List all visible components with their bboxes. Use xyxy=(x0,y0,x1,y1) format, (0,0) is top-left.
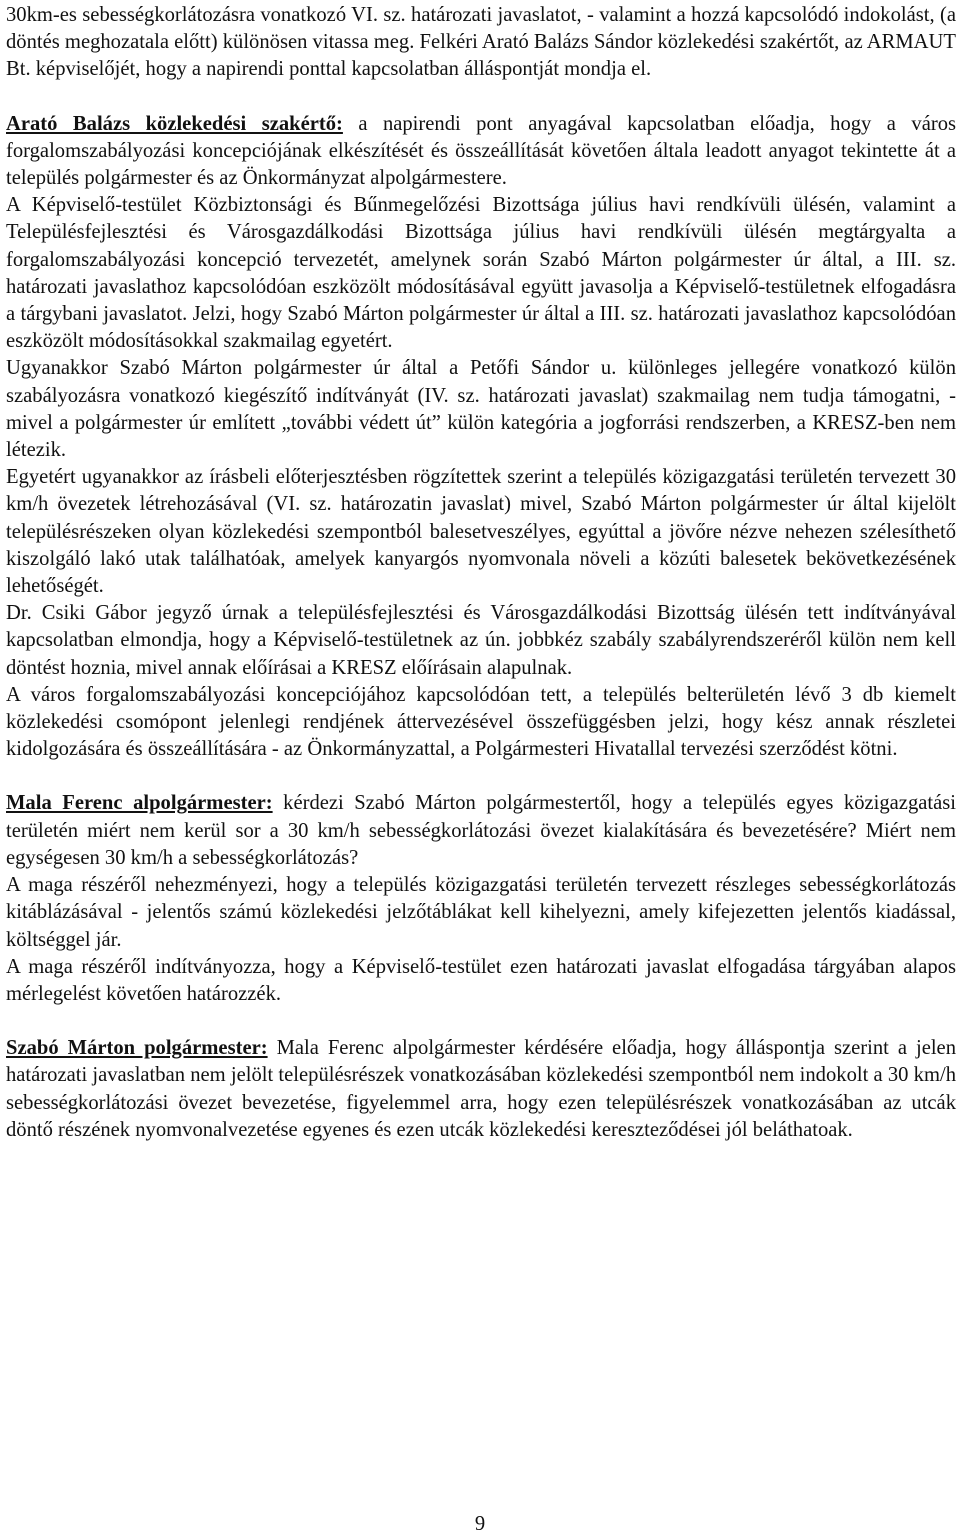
intro-paragraph: 30km-es sebességkorlátozásra vonatkozó VI. sz. határozati javaslatot, - valamint a hozzá kapcsolódó indokolást, (a döntés meghozatala előtt) különösen vitassa meg. Felkéri Arató Balázs Sándor közlekedési szakértőt, az ARMAUT Bt. képviselőjét, hogy a napirendi ponttal kapcsolatban álláspontját mondja el. xyxy=(6,4,956,81)
arato-paragraph: Egyetért ugyanakkor az írásbeli előterjesztésben rögzítettek szerint a település közigazgatási területén tervezett 30 km/h övezetek létrehozásával (VI. sz. határozatin javaslat) mivel, Szabó Márton polgármester úr által kijelölt településrészeken olyan közlekedési szempontból balesetveszélyes, egyúttal a jövőre nézve nehezen szélesíthető kiszolgáló lakó utak találhatóak, amelyek kanyargós nyomvonala növeli a közúti balesetek bekövetkezésének lehetőségét. xyxy=(6,466,956,598)
document-page xyxy=(6,2,956,1144)
mala-statement xyxy=(6,790,956,872)
paragraph-gap xyxy=(6,1008,956,1035)
arato-paragraph: A város forgalomszabályozási koncepciójához kapcsolódóan tett, a település belterületén lévő 3 db kiemelt közlekedési csomópont jelenlegi rendjének áttervezésével összefüggésben jelzi, hogy kész annak részletei kidolgozására és összeállítására - az Önkormányzattal, a Polgármesteri Hivatallal tervezési szerződést kötni. xyxy=(6,683,956,761)
speaker-arato: Arató Balázs közlekedési szakértő: xyxy=(6,112,343,135)
szabo-statement xyxy=(6,1035,956,1144)
mala-paragraph: A maga részéről indítványozza, hogy a Képviselő-testület ezen határozati javaslat elfogadása tárgyában alapos mérlegelést követően határozzék. xyxy=(6,955,956,1005)
arato-statement-text: a napirendi pont anyagával kapcsolatban előadja, hogy a város forgalomszabályozási koncepciójának elkészítését és összeállítását követően általa leadott anyagot tekintette át a település polgármester és az Önkormányzat alpolgármestere. xyxy=(6,112,956,190)
mala-paragraph: A maga részéről nehezményezi, hogy a település közigazgatási területén tervezett részleges sebességkorlátozás kitáblázásával - jelentős számú közlekedési jelzőtáblákat kell kihelyezni, amely kifejezetten jelentős kiadással, költséggel jár. xyxy=(6,874,956,951)
arato-paragraph: Ugyanakkor Szabó Márton polgármester úr által a Petőfi Sándor u. különleges jellegére vonatkozó külön szabályozásra vonatkozó kiegészítő indítványát (IV. sz. határozati javaslat) szakmailag nem tudja támogatni, - mivel a polgármester úr említett „további védett út” külön kategória a jogforrási rendszerben, a KRESZ-ben nem létezik. xyxy=(6,357,956,462)
szabo-statement-text: Mala Ferenc alpolgármester kérdésére előadja, hogy álláspontja szerint a jelen határozati javaslatban nem jelölt településrészek vonatkozásában közlekedési szempontból nem indokolt a 30 km/h sebességkorlátozási övezet bevezetése, figyelemmel arra, hogy ezen településrészek vonatkozásában az utcák döntő részének nyomvonalvezetése egyenes és ezen utcák közlekedési kereszteződései jól beláthatoak. xyxy=(6,1037,956,1141)
page-number: 9 xyxy=(474,1513,486,1535)
arato-paragraph: Dr. Csiki Gábor jegyző úrnak a településfejlesztési és Városgazdálkodási Bizottság ülésén tett indítványával kapcsolatban elmondja, hogy a Képviselő-testületnek az ún. jobbkéz szabály szabályrendszeréről külön nem kell döntést hoznia, mivel annak előírásai a KRESZ előírásain alapulnak. xyxy=(6,602,956,679)
speaker-szabo: Szabó Márton polgármester: xyxy=(6,1037,268,1060)
paragraph-gap xyxy=(6,763,956,790)
arato-statement xyxy=(6,111,956,193)
paragraph-gap xyxy=(6,84,956,111)
mala-statement-text: kérdezi Szabó Márton polgármestertől, hogy a település egyes közigazgatási területén miért nem kerül sor a 30 km/h sebességkorlátozási övezet kialakítására és bevezetésére? Miért nem egységesen 30 km/h a sebességkorlátozás? xyxy=(6,792,956,869)
speaker-mala: Mala Ferenc alpolgármester: xyxy=(6,792,273,815)
arato-paragraph: A Képviselő-testület Közbiztonsági és Bűnmegelőzési Bizottsága július havi rendkívüli ülésén, valamint a Településfejlesztési és Városgazdálkodási Bizottsága július havi rendkívüli ülésén megtárgyalta a forgalomszabályozási koncepció tervezetét, amelynek során Szabó Márton polgármester úr által, a III. sz. határozati javaslathoz kapcsolódóan eszközölt módosításával együtt javasolja a Képviselő-testületnek elfogadásra a tárgybani javaslatot. Jelzi, hogy Szabó Márton polgármester úr által a III. sz. határozati javaslathoz kapcsolódóan eszközölt módosításokkal szakmailag egyetért. xyxy=(6,194,956,353)
